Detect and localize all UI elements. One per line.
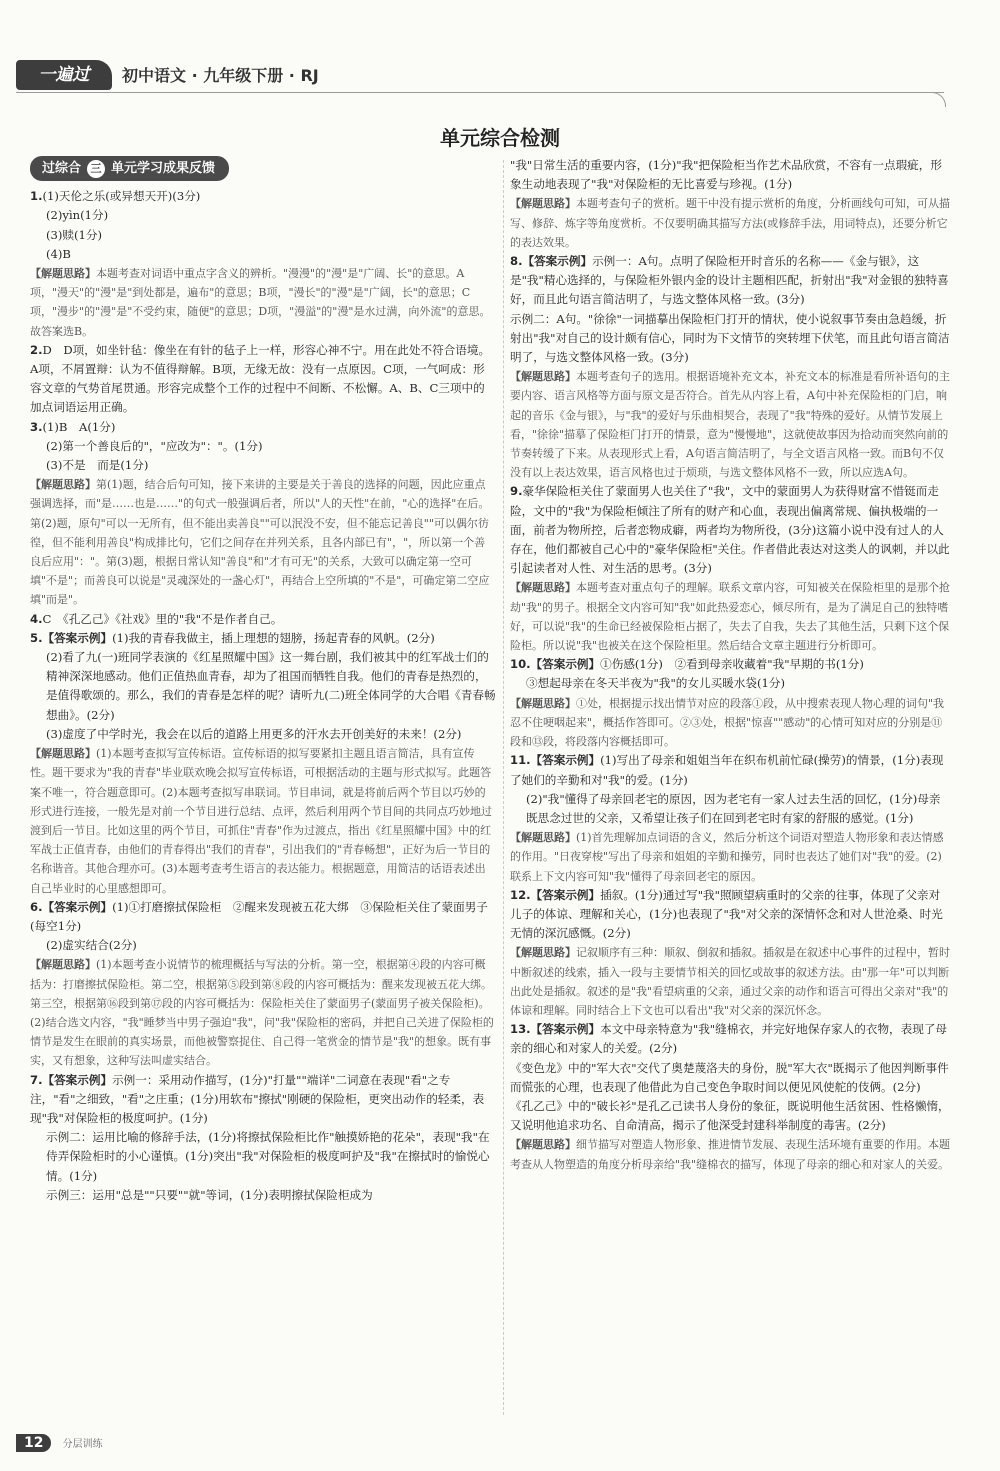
answer-paragraph (510, 1135, 950, 1173)
answer-text: 示例二：A句。"徐徐"一词描摹出保险柜门打开的情状，使小说叙事节奏由急趋缓，折射出"我"对自己的设计颇有信心，同时为下文情节的突转埋下伏笔，而且此句语言简洁明了，与选文整体风格一致。(3分) (510, 311, 950, 365)
answer-text: "我"日常生活的重要内容，(1分)"我"把保险柜当作艺术品欣赏，不容有一点瑕疵，形象生动地表现了"我"对保险柜的无比喜爱与珍视。(1分) (510, 158, 942, 192)
answer-text: (3)虚度了中学时光，我会在以后的道路上用更多的汗水去开创美好的未来！(2分) (46, 726, 462, 741)
answer-paragraph (510, 655, 950, 674)
answer-text: (2)看了九(一)班同学表演的《红星照耀中国》这一舞台剧，我们被其中的红军战士们的精神深深地感动。他们正值热血青春，却为了祖国而牺牲自我。他们的青春是热烈的，是值得歌颂的。那么，我们的青春是怎样的呢？请听九(二)班全体同学的大合唱《青春畅想曲》。(2分) (46, 650, 496, 722)
answer-text: (1)①打磨擦拭保险柜 ②醒来发现被五花大绑 ③保险柜关住了蒙面男子(每空1分) (30, 899, 488, 933)
answer-paragraph (510, 156, 950, 194)
page-number: 12 (16, 1434, 51, 1452)
page-header (16, 52, 944, 94)
answer-tag: 【答案示例】 (530, 887, 601, 902)
answer-tag: 【解题思路】 (30, 958, 96, 972)
answer-paragraph (30, 206, 496, 225)
answer-text: 记叙顺序有三种：顺叙、倒叙和插叙。插叙是在叙述中心事件的过程中，暂时中断叙述的线索，插入一段与主要情节相关的回忆或故事的叙述方法。由"那一年"可以判断出此处是插叙。叙述的是"我"看望病重的父亲，通过父亲的动作和语言可得出父亲对"我"的体谅和理解。同时结合上下文也可以看出"我"对父亲的深沉怀念。 (510, 946, 950, 1017)
banner-left-label: 过综合 (42, 161, 82, 176)
answer-text: ①处，根据提示找出情节对应的段落①段，从中搜索表现人物心理的词句"我忍不住哽咽起来"，概括作答即可。②③处，根据"惊喜""感动"的心情可知对应的分别是⑪段和⑬段，将段落内容概括即可。 (510, 696, 945, 749)
right-column (510, 156, 950, 1174)
question-number: 1. (30, 189, 43, 204)
book-title: 初中语文 · 九年级下册 · RJ (122, 66, 319, 85)
answer-paragraph (510, 751, 950, 789)
answer-text: 示例二：运用比喻的修辞手法，(1分)将擦拭保险柜比作"触摸娇艳的花朵"，表现"我"在侍弄保险柜时的小心谨慎。(1分)突出"我"对保险柜的极度呵护及"我"在擦拭时的愉悦心情。(1分) (46, 1130, 490, 1183)
answer-tag: 【解题思路】 (30, 267, 96, 281)
question-number: 3. (30, 419, 43, 434)
answer-tag: 【答案示例】 (530, 753, 601, 768)
answer-text: (2)虚实结合(2分) (46, 938, 137, 953)
answer-tag: 【答案示例】 (42, 899, 113, 914)
answer-text: ①伤感(1分) ②看到母亲收藏着"我"早期的书(1分) (600, 657, 864, 672)
answer-text: (2)"我"懂得了母亲回老宅的原因，因为老宅有一家人过去生活的回忆，(1分)母亲既思念过世的父亲，又希望让孩子们在回到老宅时有家的舒服的感觉。(1分) (526, 791, 941, 825)
answer-text: D D项，如坐针毡：像坐在有针的毡子上一样，形容心神不宁。用在此处不符合语境。A项，不屑置辩：认为不值得辩解。B项，无缘无故：没有一点原因。C项，一气呵成：形容文章的气势首尾贯通。形容完成整个工作的过程中不间断、不松懈。A、B、C三项中的加点词语运用正确。 (30, 342, 491, 415)
answer-text: (1)写出了母亲和姐姐当年在织布机前忙碌(操劳)的情景，(1分)表现了她们的辛勤和对"我"的爱。(1分) (510, 753, 944, 787)
banner-right-label: 单元学习成果反馈 (111, 161, 216, 176)
answer-tag: 【解题思路】 (510, 696, 576, 710)
answer-text: 示例三：运用"总是""只要""就"等词，(1分)表明擦拭保险柜成为 (46, 1187, 373, 1202)
question-number: 13. (510, 1022, 531, 1037)
answer-tag: 【解题思路】 (510, 946, 576, 960)
answer-text: 本题考查句子的选用。根据语境补充文本，补充文本的标准是看所补语句的主要内容、语言风格等方面与原文是否符合。首先从内容上看，A句中补充保险柜的门启，响起的音乐《金与银》，与"我"的爱好与乐曲相契合，表现了"我"特殊的爱好。从情节发展上看，"徐徐"描摹了保险柜门打开的情景，意为"慢慢地"，这就使故事因为拾动而突然向前的节奏转缓了下来。从表现形式上看，A句语言简洁明了，与全文语言风格一致。而B句不仅没有以上表达效果，语言风格也过于烦琐，与选文整体风格不一致，所以应选A句。 (510, 370, 950, 480)
answer-tag: 【解题思路】 (510, 581, 576, 595)
answer-tag: 【答案示例】 (42, 1072, 113, 1087)
answer-paragraph (510, 694, 950, 752)
section-title: 单元综合检测 (440, 126, 560, 150)
answer-paragraph (510, 1097, 950, 1135)
answer-paragraph (30, 955, 496, 1070)
question-number: 5. (30, 630, 43, 645)
question-number: 11. (510, 753, 531, 768)
answer-paragraph (510, 886, 950, 944)
answer-text: (1)本题考查小说情节的梳理概括与写法的分析。第一空，根据第④段的内容可概括为：打磨擦拭保险柜。第二空，根据第⑤段到第⑧段的内容可概括为：醒来发现被五花大绑。第三空，根据第⑯段到第⑰段的内容可概括为：保险柜关住了蒙面男子(蒙面男子被关保险柜)。(2)结合选文内容，"我"睡梦当中男子强迫"我"，问"我"保险柜的密码，并把自己关进了保险柜的情节是发生在眼前的真实场景，而他被警察捉住、自己得一笔赏金的情节是"我"的想象。既有事实，又有想象，这种写法叫虚实结合。 (30, 958, 494, 1068)
answer-paragraph (510, 828, 950, 886)
answer-paragraph (30, 610, 496, 629)
answer-text: ③想起母亲在冬天半夜为"我"的女儿买暖水袋(1分) (526, 676, 785, 691)
answer-tag: 【答案示例】 (530, 1022, 601, 1037)
answer-text: (1)首先理解加点词语的含义，然后分析这个词语对塑造人物形象和表达情感的作用。"日夜穿梭"写出了母亲和姐姐的辛勤和操劳，同时也表达了她们对"我"的爱。(2)联系上下文内容可知"我"懂得了母亲回老宅的原因。 (510, 831, 944, 883)
answer-text: 《变色龙》中的"军大衣"交代了奥楚蔑洛夫的身份，脱"军大衣"既揭示了他因判断事件而慌张的心理，也表现了他借此为自己变色争取时间以便见风使舵的伎俩。(2分) (510, 1060, 949, 1094)
footer-label: 分层训练 (62, 1439, 103, 1450)
answer-paragraph (510, 252, 950, 310)
question-number: 2. (30, 342, 43, 357)
answer-paragraph (510, 194, 950, 252)
answer-text: (2)yìn(1分) (46, 208, 109, 223)
answer-text: 示例一：采用动作描写，(1分)"打量""端详"二词意在表现"看"之专注，"看"之细致，"看"之庄重；(1分)用软布"擦拭"刚硬的保险柜，更突出动作的轻柔，表现"我"对保险柜的极度呵护。(1分) (30, 1072, 485, 1125)
right-answer-list (510, 156, 950, 1174)
question-number: 8. (510, 254, 523, 269)
answer-paragraph (30, 456, 496, 475)
answer-text: 本题考查对重点句子的理解。联系文章内容，可知被关在保险柜里的是那个抢劫"我"的男子。根据全文内容可知"我"如此热爱恋心，倾尽所有，是为了满足自己的独特嗜好，可以说"我"的生命已经被保险柜占据了，失去了自我，失去了其他生活，只剩下这个保险柜。所以说"我"也被关在这个保险柜里。然后结合文章主题进行分析即可。 (510, 581, 950, 653)
answer-paragraph (30, 264, 496, 341)
answer-text: 本题考查句子的赏析。题干中没有提示赏析的角度，分析画线句可知，可从描写、修辞、炼字等角度赏析。不仅要明确其描写方法(或修辞手法，用词特点)，还要分析它的表达效果。 (510, 197, 950, 249)
answer-paragraph (510, 790, 950, 828)
answer-paragraph (30, 725, 496, 744)
section-banner (30, 156, 229, 181)
question-number: 10. (510, 657, 531, 672)
question-number: 7. (30, 1072, 43, 1087)
banner-badge-icon: 三 (87, 160, 105, 178)
answer-paragraph (30, 1071, 496, 1129)
answer-paragraph (30, 418, 496, 437)
answer-text: (3)赎(1分) (46, 227, 103, 242)
answer-paragraph (30, 187, 496, 206)
answer-paragraph (510, 674, 950, 693)
left-answer-list (30, 187, 496, 1205)
brand-logo: 一遍过 (16, 60, 112, 90)
answer-text: (4)B (46, 246, 71, 261)
answer-paragraph (30, 437, 496, 456)
answer-text: (1)天伦之乐(或异想天开)(3分) (42, 189, 201, 204)
answer-text: (3)不是 而是(1分) (46, 458, 149, 473)
answer-tag: 【解题思路】 (30, 478, 96, 492)
answer-tag: 【解题思路】 (510, 370, 576, 384)
header-rule (16, 92, 944, 93)
answer-tag: 【解题思路】 (510, 831, 576, 845)
answer-paragraph (510, 943, 950, 1020)
answer-tag: 【答案示例】 (530, 657, 601, 672)
answer-paragraph (510, 1020, 950, 1058)
answer-paragraph (510, 482, 950, 578)
answer-paragraph (30, 1128, 496, 1186)
column-divider (503, 160, 504, 1415)
answer-paragraph (510, 367, 950, 482)
answer-text: 示例一：A句。点明了保险柜开时音乐的名称——《金与银》，这是"我"精心选择的，与保险柜外银内金的设计主题相匹配，折射出"我"对金银的独特喜好，而且此句语言简洁明了，与选文整体风格一致。(3分) (510, 254, 949, 307)
answer-text: C 《孔乙己》《社戏》里的"我"不是作者自己。 (42, 611, 283, 626)
answer-paragraph (30, 744, 496, 898)
answer-text: (1)本题考查拟写宣传标语。宣传标语的拟写要紧扣主题且语言简洁，具有宣传性。题干要求为"我的青春"毕业联欢晚会拟写宣传标语，可根据活动的主题与形式拟写。此题答案不唯一，符合题意即可。(2)本题考查拟写串联词。节目串词，就是将前后两个节目以巧妙的形式进行连接，一般先是对前一个节目进行总结、点评，然后利用两个节目间的共同点巧妙地过渡到后一节目。比如这里的两个节目，可抓住"青春"作为过渡点，指出《红星照耀中国》中的红军战士正值青春，由他们的青春得出"我们的青春"，引出我们的"青春畅想"，正好为后一节目的名称谐音。其他合理亦可。(3)本题考查考生语言的表达能力。根据题意，用简洁的话语表述出自己毕业时的心里感想即可。 (30, 747, 492, 895)
answer-text: 豪华保险柜关住了蒙面男人也关住了"我"，文中的蒙面男人为获得财富不惜铤而走险，文中的"我"为保险柜倾注了所有的财产和心血，表现出偏离常规、偏执极端的一面，前者为物所控，后者恋物成癖，两者均为物所役，(3分)这篇小说中没有过人的人存在，他们都被自己心中的"豪华保险柜"关住。作者借此表达对这类人的讽刺，并以此引起读者对人性、对生活的思考。(3分) (510, 484, 950, 576)
answer-paragraph (30, 1186, 496, 1205)
question-number: 4. (30, 611, 43, 626)
answer-text: (1)我的青春我做主，插上理想的翅膀，扬起青春的风帆。(2分) (112, 630, 435, 645)
answer-paragraph (30, 475, 496, 609)
answer-paragraph (510, 1059, 950, 1097)
question-number: 9. (510, 484, 523, 499)
answer-tag: 【解题思路】 (510, 197, 576, 211)
answer-text: (2)第一个善良后的"，"应改为"："。(1分) (46, 438, 263, 453)
answer-paragraph (30, 226, 496, 245)
answer-paragraph (30, 898, 496, 936)
answer-paragraph (30, 936, 496, 955)
answer-tag: 【解题思路】 (510, 1138, 576, 1152)
answer-paragraph (510, 578, 950, 655)
answer-paragraph (30, 341, 496, 418)
answer-text: 本题考查对词语中重点字含义的辨析。"漫漫"的"漫"是"广阔、长"的意思。A项，"漫天"的"漫"是"到处都是，遍布"的意思；B项，"漫长"的"漫"是"广阔，长"的意思；C项，"漫步"的"漫"是"不受约束，随便"的意思；D项，"漫溢"的"漫"是水过满，向外流"的意思。故答案选B。 (30, 267, 491, 338)
answer-text: 《孔乙己》中的"破长衫"是孔乙己读书人身份的象征，既说明他生活贫困、性格懒惰，又说明他追求功名、自命清高，揭示了他深受封建科举制度的毒害。(2分) (510, 1098, 950, 1133)
page-footer (16, 1432, 103, 1454)
answer-tag: 【答案示例】 (42, 630, 113, 645)
answer-text: 本文中母亲特意为"我"缝棉衣，并完好地保存家人的衣物，表现了母亲的细心和对家人的关爱。(2分) (510, 1022, 948, 1056)
answer-text: 第(1)题，结合后句可知，接下来讲的主要是关于善良的选择的问题，因此应重点强调选择，而"是……也是……"的句式一般强调后者，所以"人的天性"在前，"心的选择"在后。第(2)题，原句"可以一无所有，但不能出卖善良""可以泯没不安，但不能忘记善良""可以偶尔彷徨，但不能利用善良"构成排比句，它们之间存在并列关系，且各内部已有"，"，所以第一个善良后应用"："。第(3)题，根据日常认知"善良"和"才有可无"的关系，大致可以确定第一空可填"不是"；而善良可以说是"灵魂深处的一盏心灯"，再结合上空所填的"不是"，可确定第二空应填"而是"。 (30, 478, 490, 607)
header-rule-curve (931, 92, 946, 107)
question-number: 6. (30, 899, 43, 914)
answer-paragraph (30, 648, 496, 725)
answer-text: 插叙。(1分)通过写"我"照顾望病重时的父亲的往事，体现了父亲对儿子的体谅、理解和关心，(1分)也表现了"我"对父亲的深情怀念和对人世沧桑、时光无情的深沉感慨。(2分) (510, 887, 943, 941)
answer-paragraph (30, 245, 496, 264)
answer-tag: 【答案示例】 (522, 254, 593, 269)
question-number: 12. (510, 887, 531, 902)
answer-paragraph (30, 629, 496, 648)
answer-text: (1)B A(1分) (42, 419, 116, 434)
answer-paragraph (510, 310, 950, 368)
answer-tag: 【解题思路】 (30, 747, 96, 761)
left-column (30, 156, 496, 1205)
answer-text: 细节描写对塑造人物形象、推进情节发展、表现生活环境有重要的作用。本题考查从人物塑造的角度分析母亲给"我"缝棉衣的描写，体现了母亲的细心和对家人的关爱。 (510, 1138, 950, 1171)
